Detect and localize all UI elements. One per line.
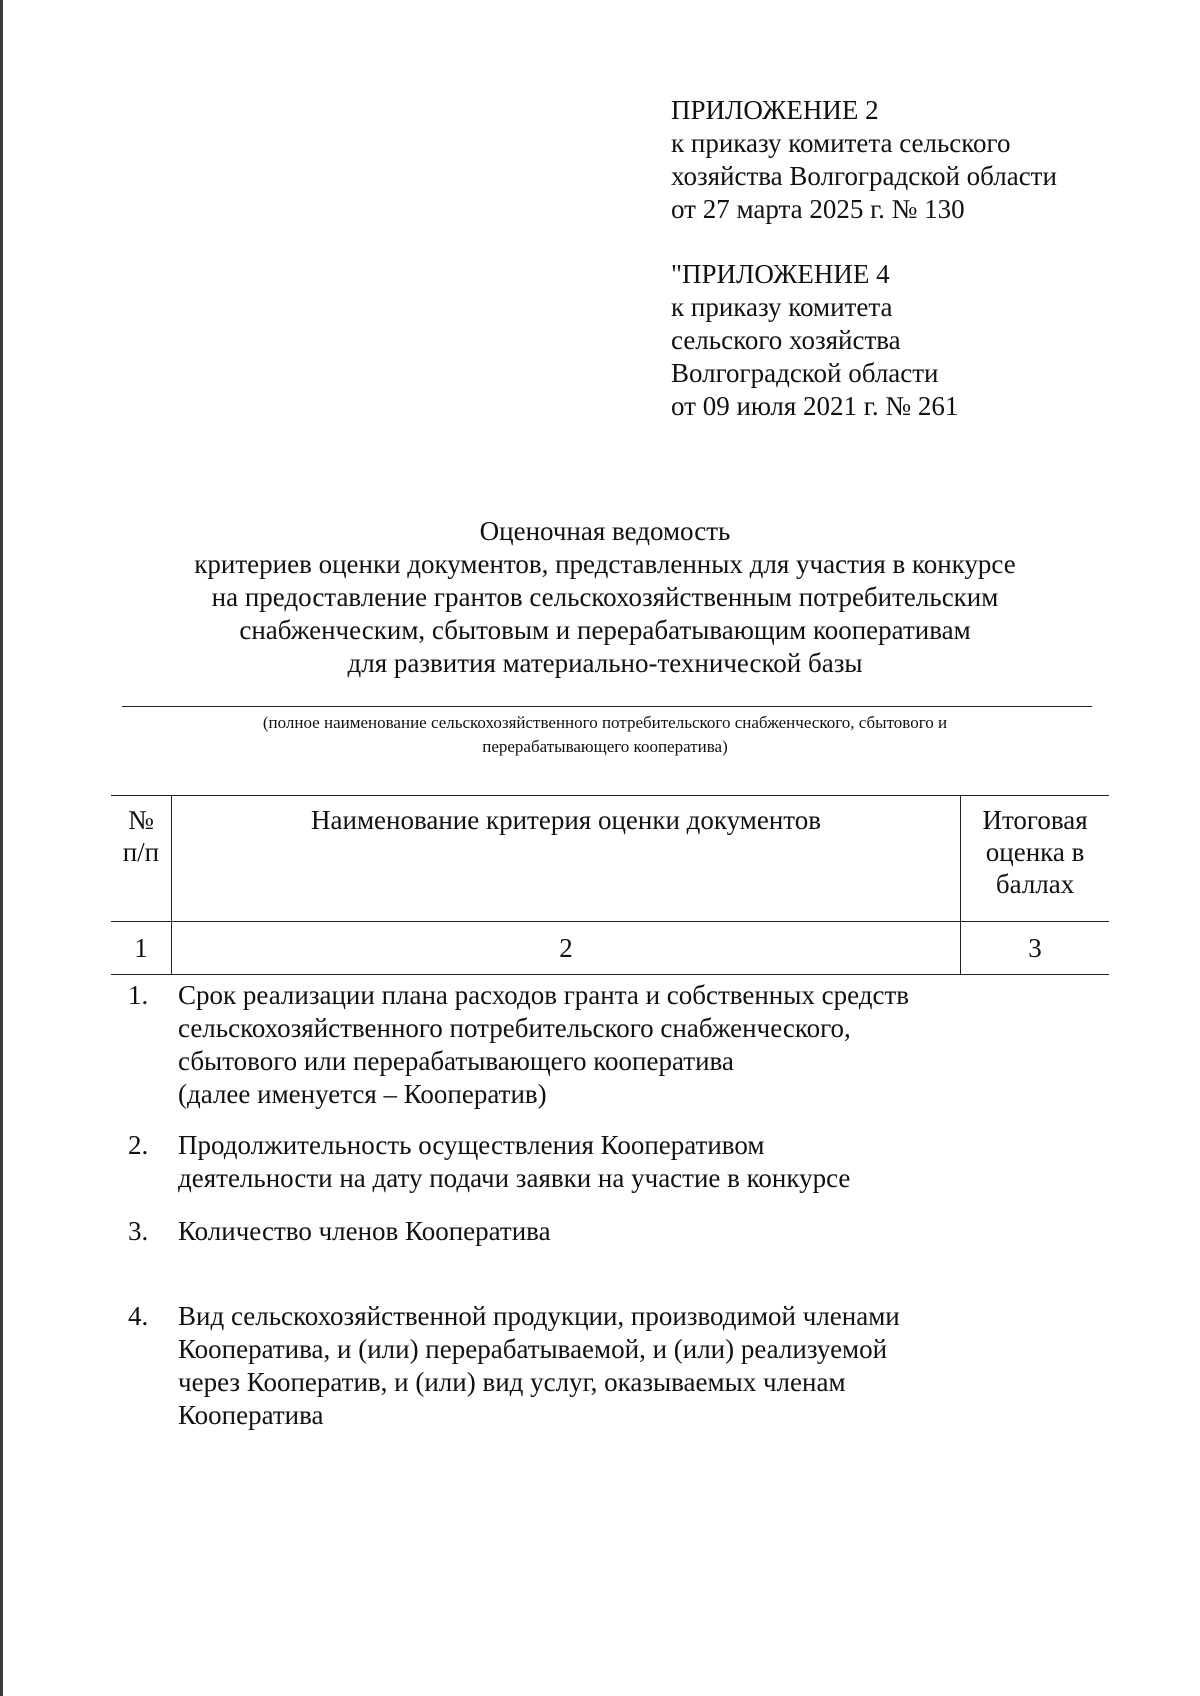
- criterion-line: Кооператива: [178, 1400, 324, 1430]
- caption-line: перерабатывающего кооператива): [482, 737, 728, 756]
- header-name-text: Наименование критерия оценки документов: [311, 805, 821, 835]
- criterion-text: [178, 1215, 1078, 1248]
- criterion-number: 1.: [128, 980, 149, 1010]
- appendix-line: сельского хозяйства: [671, 325, 901, 355]
- criterion-line: Кооператива, и (или) перерабатываемой, и (или) реализуемой: [178, 1334, 888, 1364]
- appendix-line: Волгоградской области: [671, 358, 939, 388]
- criterion-line: Срок реализации плана расходов гранта и собственных средств: [178, 980, 910, 1010]
- criterion-line: Продолжительность осуществления Кооперативом: [178, 1130, 765, 1160]
- appendix-line: хозяйства Волгоградской области: [671, 161, 1057, 191]
- criterion-line: (далее именуется – Кооператив): [178, 1079, 547, 1109]
- title-line: снабженческим, сбытовым и перерабатывающим кооперативам: [239, 615, 971, 645]
- criterion-line: сельскохозяйственного потребительского снабженческого,: [178, 1013, 851, 1043]
- criterion-text: [178, 1129, 1078, 1195]
- cooperative-name-blank-line: [122, 706, 1092, 707]
- appendix-2-block: [671, 94, 1171, 226]
- column-number-cell: 3: [961, 922, 1109, 975]
- criterion-text: [178, 979, 1078, 1111]
- criteria-table: [111, 795, 1109, 975]
- appendix-4-block: [671, 258, 1171, 423]
- criterion-line: Вид сельскохозяйственной продукции, производимой членами: [178, 1301, 900, 1331]
- header-score-cell: [961, 796, 1109, 922]
- header-num-line: п/п: [122, 837, 160, 867]
- header-name-cell: [171, 796, 960, 922]
- header-score-line: оценка в: [985, 837, 1085, 867]
- appendix-line: к приказу комитета сельского: [671, 128, 1011, 158]
- appendix-line: ПРИЛОЖЕНИЕ 2: [671, 95, 879, 125]
- criterion-line: через Кооператив, и (или) вид услуг, оказываемых членам: [178, 1367, 846, 1397]
- title-line: Оценочная ведомость: [479, 516, 731, 546]
- criterion-number: 4.: [128, 1301, 149, 1331]
- scan-edge: [0, 0, 3, 1696]
- criterion-number: 2.: [128, 1130, 149, 1160]
- header-num-line: №: [128, 805, 154, 835]
- title-line: критериев оценки документов, представленных для участия в конкурсе: [194, 549, 1016, 579]
- appendix-line: к приказу комитета: [671, 292, 893, 322]
- criterion-line: Количество членов Кооператива: [178, 1216, 551, 1246]
- table-column-numbers-row: [111, 922, 1109, 975]
- criterion-line: деятельности на дату подачи заявки на участие в конкурсе: [178, 1163, 851, 1193]
- appendix-line: "ПРИЛОЖЕНИЕ 4: [671, 259, 890, 289]
- criterion-number: 3.: [128, 1216, 149, 1246]
- document-title: [100, 515, 1110, 680]
- appendix-line: от 27 марта 2025 г. № 130: [671, 194, 965, 224]
- title-line: на предоставление грантов сельскохозяйственным потребительским: [211, 582, 999, 612]
- header-score-line: Итоговая: [982, 805, 1088, 835]
- column-number-cell: 1: [111, 922, 171, 975]
- title-line: для развития материально-технической базы: [347, 648, 863, 678]
- caption-line: (полное наименование сельскохозяйственного потребительского снабженческого, сбытового и: [262, 713, 948, 732]
- criterion-line: сбытового или перерабатывающего кооператива: [178, 1046, 734, 1076]
- header-score-line: баллах: [995, 869, 1075, 899]
- header-num-cell: [111, 796, 171, 922]
- table-header-row: [111, 796, 1109, 922]
- appendix-line: от 09 июля 2021 г. № 261: [671, 391, 959, 421]
- criterion-text: [178, 1300, 1078, 1432]
- column-number-cell: 2: [171, 922, 960, 975]
- cooperative-name-caption: [100, 711, 1110, 759]
